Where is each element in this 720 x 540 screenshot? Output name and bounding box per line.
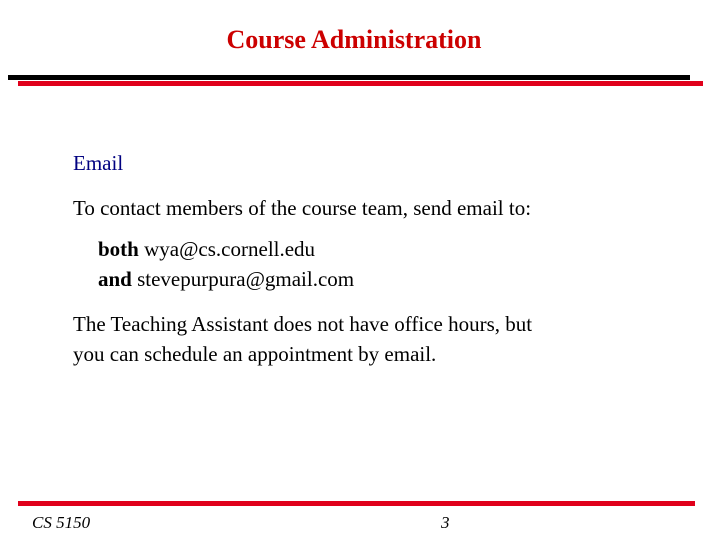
page-number: 3: [441, 513, 450, 532]
email-address: wya@cs.cornell.edu: [144, 237, 316, 261]
footer-course-label: CS 5150: [32, 513, 91, 532]
title-rule-black: [8, 75, 690, 80]
ta-note-line-2: you can schedule an appointment by email.: [73, 342, 437, 366]
contact-line-2: [98, 264, 354, 294]
ta-note: [73, 309, 532, 369]
contact-line-1: [98, 234, 315, 264]
contact-prefix: and: [98, 267, 132, 291]
email-address: stevepurpura@gmail.com: [137, 267, 355, 291]
intro-text: To contact members of the course team, send email to:: [73, 196, 532, 220]
ta-note-line-1: The Teaching Assistant does not have office hours, but: [73, 312, 533, 336]
slide-title: Course Administration: [226, 25, 482, 54]
footer-rule: [18, 501, 695, 506]
title-rule-red: [18, 81, 703, 86]
contact-prefix: both: [98, 237, 139, 261]
section-heading: Email: [73, 151, 124, 175]
